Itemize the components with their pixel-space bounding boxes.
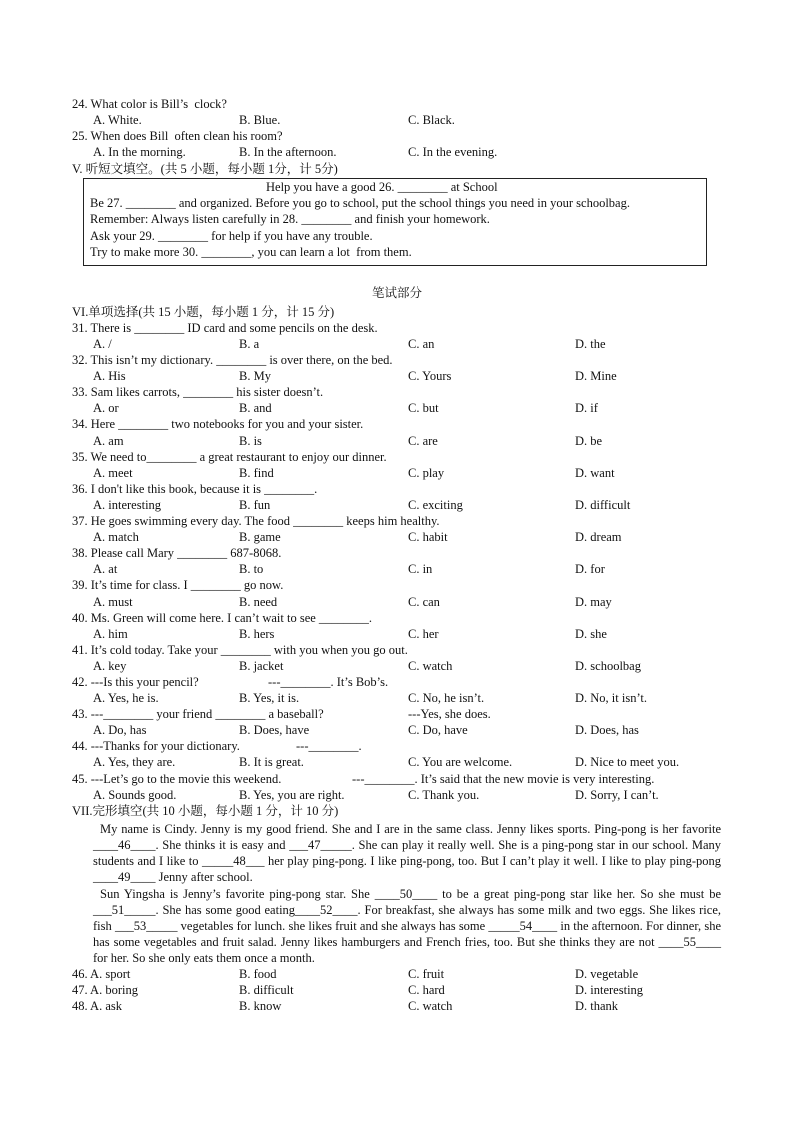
option-25-a: A. In the morning. [93,145,186,159]
option-45-d: D. Sorry, I can’t. [575,788,659,802]
option-33-c: C. but [408,401,439,415]
option-47-c: C. hard [408,983,445,997]
question-34: 34. Here ________ two notebooks for you and your sister. [72,417,364,431]
option-46-d: D. vegetable [575,967,639,981]
option-44-b: B. It is great. [239,755,304,769]
option-36-d: D. difficult [575,498,631,512]
option-47-d: D. interesting [575,983,644,997]
question-44-reply: ---________. [296,739,362,753]
option-37-c: C. habit [408,530,448,544]
question-31: 31. There is ________ ID card and some pencils on the desk. [72,321,378,335]
option-39-d: D. may [575,595,612,609]
box-line-29: Ask your 29. ________ for help if you have any trouble. [90,229,373,243]
option-42-a: A. Yes, he is. [93,691,159,705]
option-33-b: B. and [239,401,272,415]
option-42-b: B. Yes, it is. [239,691,300,705]
option-32-b: B. My [239,369,271,383]
option-46-c: C. fruit [408,967,445,981]
option-45-a: A. Sounds good. [93,788,177,802]
option-48-b: B. know [239,999,282,1013]
option-46-b: B. food [239,967,277,981]
option-25-b: B. In the afternoon. [239,145,337,159]
written-part-title: 笔试部分 [371,286,422,300]
option-46-a: 46. A. sport [72,967,131,981]
option-40-c: C. her [408,627,439,641]
option-44-a: A. Yes, they are. [93,755,176,769]
question-41: 41. It’s cold today. Take your ________ with you when you go out. [72,643,408,657]
option-40-b: B. hers [239,627,275,641]
option-36-c: C. exciting [408,498,463,512]
question-43-reply: ---Yes, she does. [408,707,491,721]
option-35-a: A. meet [93,466,133,480]
option-47-a: 47. A. boring [72,983,138,997]
option-36-a: A. interesting [93,498,162,512]
option-43-c: C. Do, have [408,723,468,737]
option-31-b: B. a [239,337,260,351]
option-34-c: C. are [408,434,438,448]
section-5-heading: V. 听短文填空。(共 5 小题，每小题 1分，计 5分) [72,162,338,176]
question-25: 25. When does Bill often clean his room? [72,129,283,143]
option-37-d: D. dream [575,530,622,544]
question-45: 45. ---Let’s go to the movie this weekend. [72,772,282,786]
option-48-d: D. thank [575,999,619,1013]
option-24-a: A. White. [93,113,142,127]
option-40-d: D. she [575,627,607,641]
question-37: 37. He goes swimming every day. The food ________ keeps him healthy. [72,514,440,528]
option-41-c: C. watch [408,659,453,673]
option-39-a: A. must [93,595,133,609]
option-42-c: C. No, he isn’t. [408,691,485,705]
option-45-b: B. Yes, you are right. [239,788,345,802]
box-line-28: Remember: Always listen carefully in 28. ________ and finish your homework. [90,212,490,226]
question-45-reply: ---________. It’s said that the new movie is very interesting. [352,772,655,786]
option-31-a: A. / [93,337,112,351]
question-42-reply: ---________. It’s Bob’s. [268,675,389,689]
option-33-d: D. if [575,401,598,415]
option-43-a: A. Do, has [93,723,147,737]
option-42-d: D. No, it isn’t. [575,691,647,705]
option-35-c: C. play [408,466,445,480]
option-33-a: A. or [93,401,119,415]
option-31-d: D. the [575,337,606,351]
option-35-d: D. want [575,466,615,480]
question-40: 40. Ms. Green will come here. I can’t wait to see ________. [72,611,373,625]
question-32: 32. This isn’t my dictionary. ________ is over there, on the bed. [72,353,393,367]
question-35: 35. We need to________ a great restaurant to enjoy our dinner. [72,450,387,464]
option-48-c: C. watch [408,999,453,1013]
option-45-c: C. Thank you. [408,788,480,802]
option-47-b: B. difficult [239,983,294,997]
option-38-b: B. to [239,562,264,576]
question-38: 38. Please call Mary ________ 687-8068. [72,546,282,560]
option-34-a: A. am [93,434,124,448]
option-37-a: A. match [93,530,139,544]
option-43-b: B. Does, have [239,723,310,737]
option-41-b: B. jacket [239,659,284,673]
box-title: Help you have a good 26. ________ at School [266,180,498,194]
option-38-a: A. at [93,562,118,576]
option-34-d: D. be [575,434,603,448]
option-35-b: B. find [239,466,274,480]
section-6-heading: VI.单项选择(共 15 小题，每小题 1 分，计 15 分) [72,305,335,319]
option-39-b: B. need [239,595,278,609]
box-line-27: Be 27. ________ and organized. Before you go to school, put the school things you need in your schoolbag. [90,196,630,210]
option-38-c: C. in [408,562,433,576]
option-39-c: C. can [408,595,440,609]
option-48-a: 48. A. ask [72,999,122,1013]
question-44: 44. ---Thanks for your dictionary. [72,739,240,753]
section-7-heading: VII.完形填空(共 10 小题，每小题 1 分，计 10 分) [72,804,339,818]
option-32-a: A. His [93,369,126,383]
cloze-paragraph-2: Sun Yingsha is Jenny’s favorite ping-pong star. She ____50____ to be a great ping-pong star like her. So she must be ___51_____. She has some good eating____52____. For breakfast, she always has some milk and two eggs. She likes rice, fish ___53_____ vegetables for lunch. she likes fruit and she always has some _____54____ in the afternoon. For dinner, she has some vegetables and fruit salad. Jenny likes hamburgers and French fries, too. But she thinks they are not ____55____ for her. So she only eats them once a month. [93,887,721,966]
option-24-c: C. Black. [408,113,455,127]
question-33: 33. Sam likes carrots, ________ his sister doesn’t. [72,385,324,399]
option-37-b: B. game [239,530,281,544]
option-44-c: C. You are welcome. [408,755,513,769]
box-line-30: Try to make more 30. ________, you can learn a lot from them. [90,245,412,259]
option-41-d: D. schoolbag [575,659,641,673]
question-39: 39. It’s time for class. I ________ go now. [72,578,284,592]
option-44-d: D. Nice to meet you. [575,755,680,769]
option-41-a: A. key [93,659,127,673]
option-40-a: A. him [93,627,128,641]
option-32-c: C. Yours [408,369,452,383]
question-43: 43. ---________ your friend ________ a baseball? [72,707,324,721]
option-36-b: B. fun [239,498,271,512]
option-38-d: D. for [575,562,605,576]
cloze-paragraph-1: My name is Cindy. Jenny is my good friend. She and I are in the same class. Jenny likes sports. Ping-pong is her favorite ____46____. She thinks it is easy and ___47_____. She can play it really well. She is a ping-pong star in our school. Many students and I like to _____48___ her play ping-pong. I like ping-pong, too. But I can’t play it well. I like to play ping-pong ____49____ Jenny after school. [93,822,721,885]
question-36: 36. I don't like this book, because it is ________. [72,482,318,496]
option-31-c: C. an [408,337,435,351]
option-24-b: B. Blue. [239,113,281,127]
question-24: 24. What color is Bill’s clock? [72,97,227,111]
option-32-d: D. Mine [575,369,617,383]
option-34-b: B. is [239,434,262,448]
question-42: 42. ---Is this your pencil? [72,675,199,689]
option-43-d: D. Does, has [575,723,639,737]
option-25-c: C. In the evening. [408,145,498,159]
